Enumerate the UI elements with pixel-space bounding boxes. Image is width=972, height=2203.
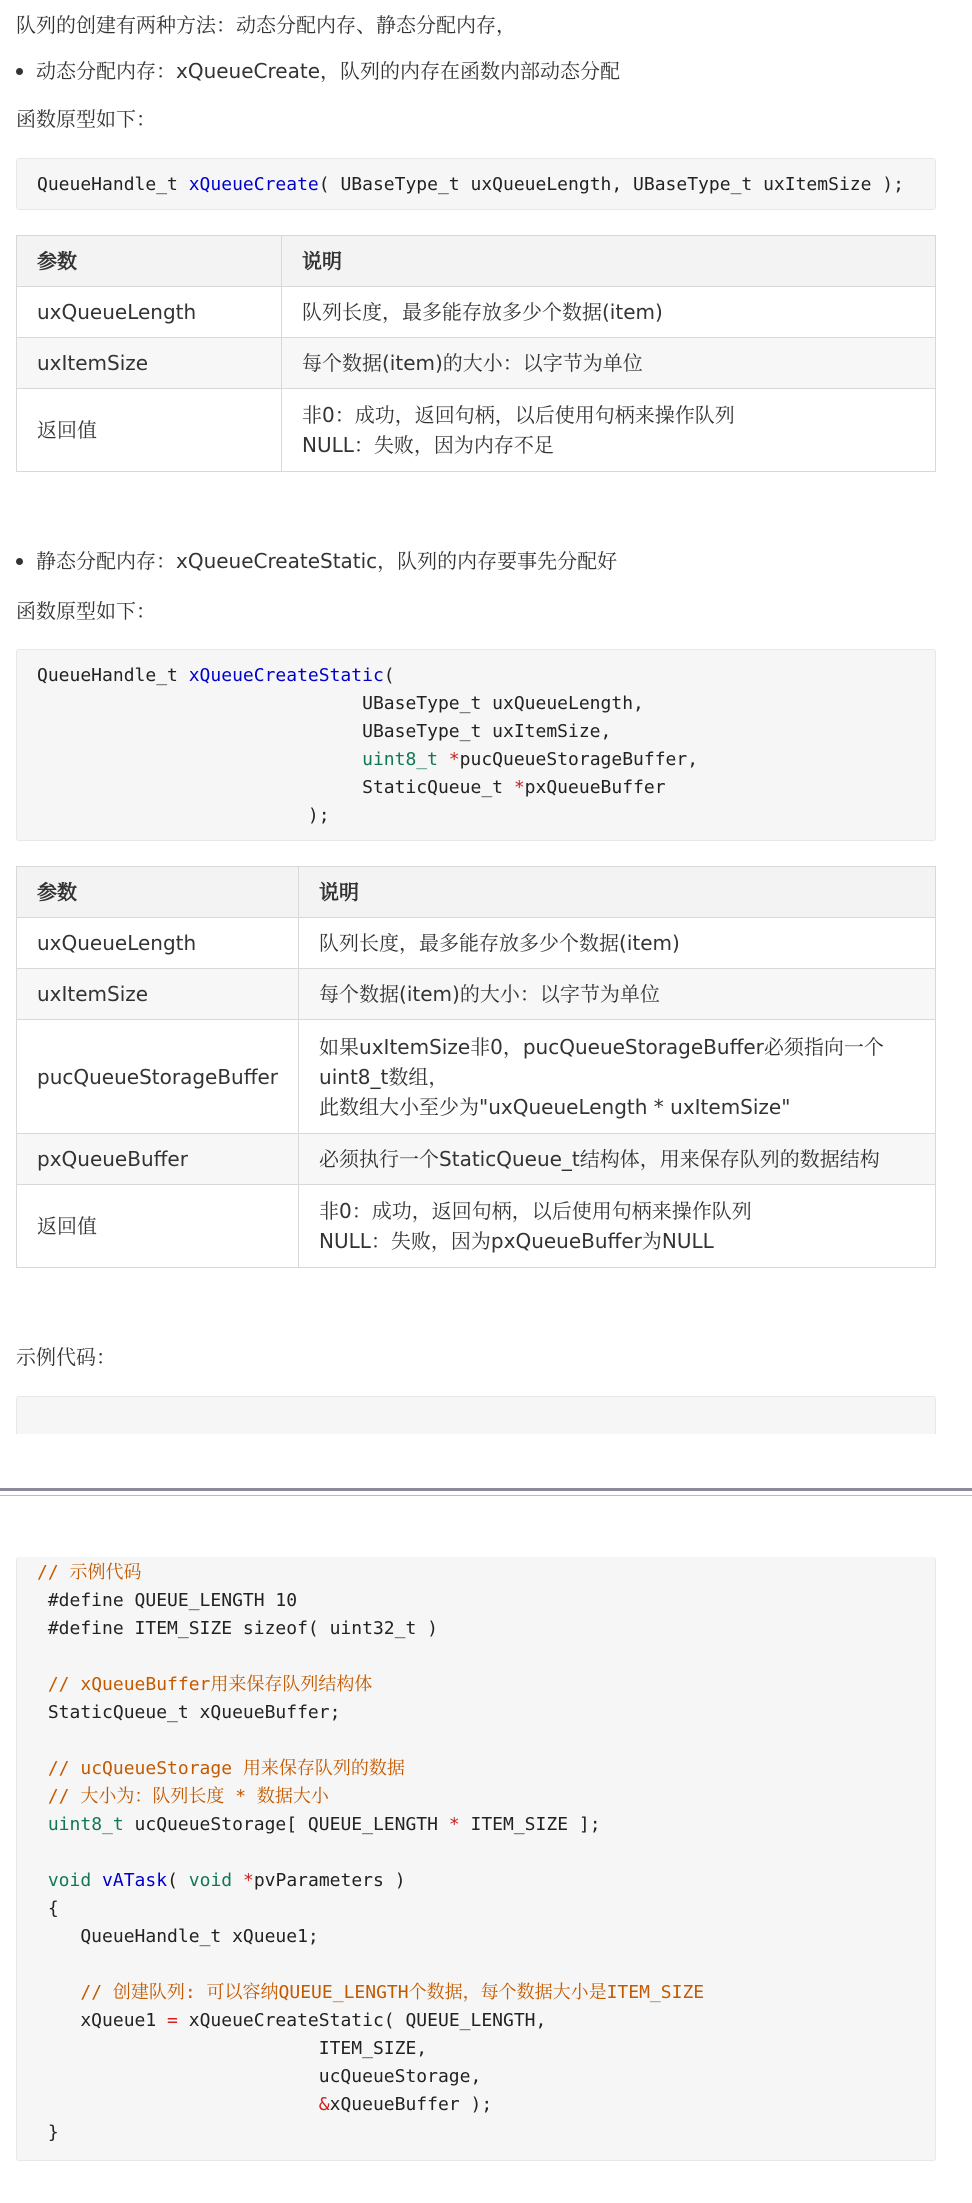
- dynamic-proto-label: 函数原型如下：: [16, 107, 156, 131]
- table-cell-param: uxQueueLength: [17, 918, 299, 969]
- code-args: ( UBaseType_t uxQueueLength, UBaseType_t uxItemSize );: [318, 174, 904, 195]
- table-cell-desc: 非0：成功，返回句柄，以后使用句柄来操作队列 NULL：失败，因为pxQueueBuffer为NULL: [299, 1185, 936, 1268]
- table-header-param: 参数: [17, 236, 282, 287]
- code-define: #define QUEUE_LENGTH 10: [37, 1590, 298, 1611]
- code-comment: // 大小为：队列长度 * 数据大小: [47, 1786, 329, 1807]
- code-param-name: pxQueueBuffer: [524, 777, 666, 798]
- code-type: uint8_t: [362, 749, 438, 770]
- intro-text: 队列的创建有两种方法：动态分配内存、静态分配内存，: [16, 13, 516, 37]
- table-cell-param: pucQueueStorageBuffer: [17, 1020, 299, 1134]
- code-line: xQueueBuffer );: [329, 2094, 493, 2115]
- code-comment: // xQueueBuffer用来保存队列结构体: [47, 1674, 373, 1695]
- code-ret-type: QueueHandle_t: [37, 665, 189, 686]
- code-line: ucQueueStorage,: [37, 2066, 482, 2087]
- code-line: ITEM_SIZE,: [37, 2038, 428, 2059]
- code-indent: [37, 749, 362, 770]
- code-function-name: xQueueCreateStatic: [188, 665, 384, 686]
- code-operator: *: [448, 1814, 460, 1835]
- code-line: (: [167, 1870, 189, 1891]
- code-type: void: [188, 1870, 233, 1891]
- table-cell-desc: 队列长度，最多能存放多少个数据(item): [299, 918, 936, 969]
- code-operator: *: [232, 1870, 254, 1891]
- example-label: 示例代码：: [16, 1345, 116, 1369]
- code-type: void: [47, 1870, 92, 1891]
- table-cell-desc: 如果uxItemSize非0，pucQueueStorageBuffer必须指向一个 uint8_t数组， 此数组大小至少为"uxQueueLength * uxItemSize": [299, 1020, 936, 1134]
- page-separator: [0, 1488, 972, 1491]
- code-param-name: pucQueueStorageBuffer,: [459, 749, 699, 770]
- code-paren: (: [383, 665, 395, 686]
- code-function-name: vATask: [102, 1870, 168, 1891]
- bullet-static: 静态分配内存：xQueueCreateStatic，队列的内存要事先分配好: [36, 546, 617, 576]
- table-cell-param: 返回值: [17, 1185, 299, 1268]
- code-comment: // ucQueueStorage 用来保存队列的数据: [47, 1758, 405, 1779]
- table-cell-param: pxQueueBuffer: [17, 1134, 299, 1185]
- page-separator-line: [0, 1495, 972, 1496]
- table-header-param: 参数: [17, 867, 299, 918]
- table-cell-desc: 必须执行一个StaticQueue_t结构体，用来保存队列的数据结构: [299, 1134, 936, 1185]
- static-param-table: [16, 866, 936, 1268]
- table-cell-desc: 每个数据(item)的大小：以字节为单位: [299, 969, 936, 1020]
- code-operator: &: [318, 2094, 330, 2115]
- table-header-desc: 说明: [299, 867, 936, 918]
- code-comment: // 示例代码: [37, 1562, 142, 1583]
- code-param-line: UBaseType_t uxItemSize,: [37, 721, 612, 742]
- code-operator: *: [513, 777, 525, 798]
- code-define: #define ITEM_SIZE sizeof( uint32_t ): [37, 1618, 438, 1639]
- code-type: uint8_t: [47, 1814, 124, 1835]
- code-line: StaticQueue_t xQueueBuffer;: [37, 1702, 341, 1723]
- code-line: pvParameters ): [253, 1870, 406, 1891]
- code-ret-type: QueueHandle_t: [37, 174, 189, 195]
- code-line: QueueHandle_t xQueue1;: [37, 1926, 319, 1947]
- table-cell-desc: 每个数据(item)的大小：以字节为单位: [282, 338, 936, 389]
- table-cell-param: 返回值: [17, 389, 282, 472]
- table-cell-param: uxItemSize: [17, 969, 299, 1020]
- table-header-desc: 说明: [282, 236, 936, 287]
- code-line: ITEM_SIZE ];: [459, 1814, 601, 1835]
- example-code-top: [16, 1396, 936, 1434]
- code-comment: // 创建队列: 可以容纳QUEUE_LENGTH个数据，每个数据大小是ITEM_SIZE: [80, 1982, 705, 2003]
- code-operator: *: [437, 749, 460, 770]
- code-function-name: xQueueCreate: [188, 174, 319, 195]
- example-code-block: [16, 1557, 936, 2161]
- table-cell-param: uxItemSize: [17, 338, 282, 389]
- code-brace: {: [37, 1898, 59, 1919]
- static-proto-label: 函数原型如下：: [16, 599, 156, 623]
- code-brace: }: [37, 2122, 59, 2143]
- table-cell-param: uxQueueLength: [17, 287, 282, 338]
- code-operator: =: [167, 2010, 178, 2031]
- table-cell-desc: 队列长度，最多能存放多少个数据(item): [282, 287, 936, 338]
- code-param-line: UBaseType_t uxQueueLength,: [37, 693, 644, 714]
- code-line: xQueueCreateStatic( QUEUE_LENGTH,: [177, 2010, 547, 2031]
- table-cell-desc: 非0：成功，返回句柄，以后使用句柄来操作队列 NULL：失败，因为内存不足: [282, 389, 936, 472]
- code-param-type: StaticQueue_t: [37, 777, 514, 798]
- static-prototype-code: [16, 649, 936, 841]
- code-line: ucQueueStorage[ QUEUE_LENGTH: [123, 1814, 449, 1835]
- bullet-dynamic: 动态分配内存：xQueueCreate，队列的内存在函数内部动态分配: [36, 56, 620, 86]
- code-line: xQueue1: [37, 2010, 168, 2031]
- code-indent: [37, 2094, 319, 2115]
- dynamic-prototype-code: [16, 158, 936, 210]
- dynamic-param-table: [16, 235, 936, 472]
- code-close-line: );: [37, 805, 330, 826]
